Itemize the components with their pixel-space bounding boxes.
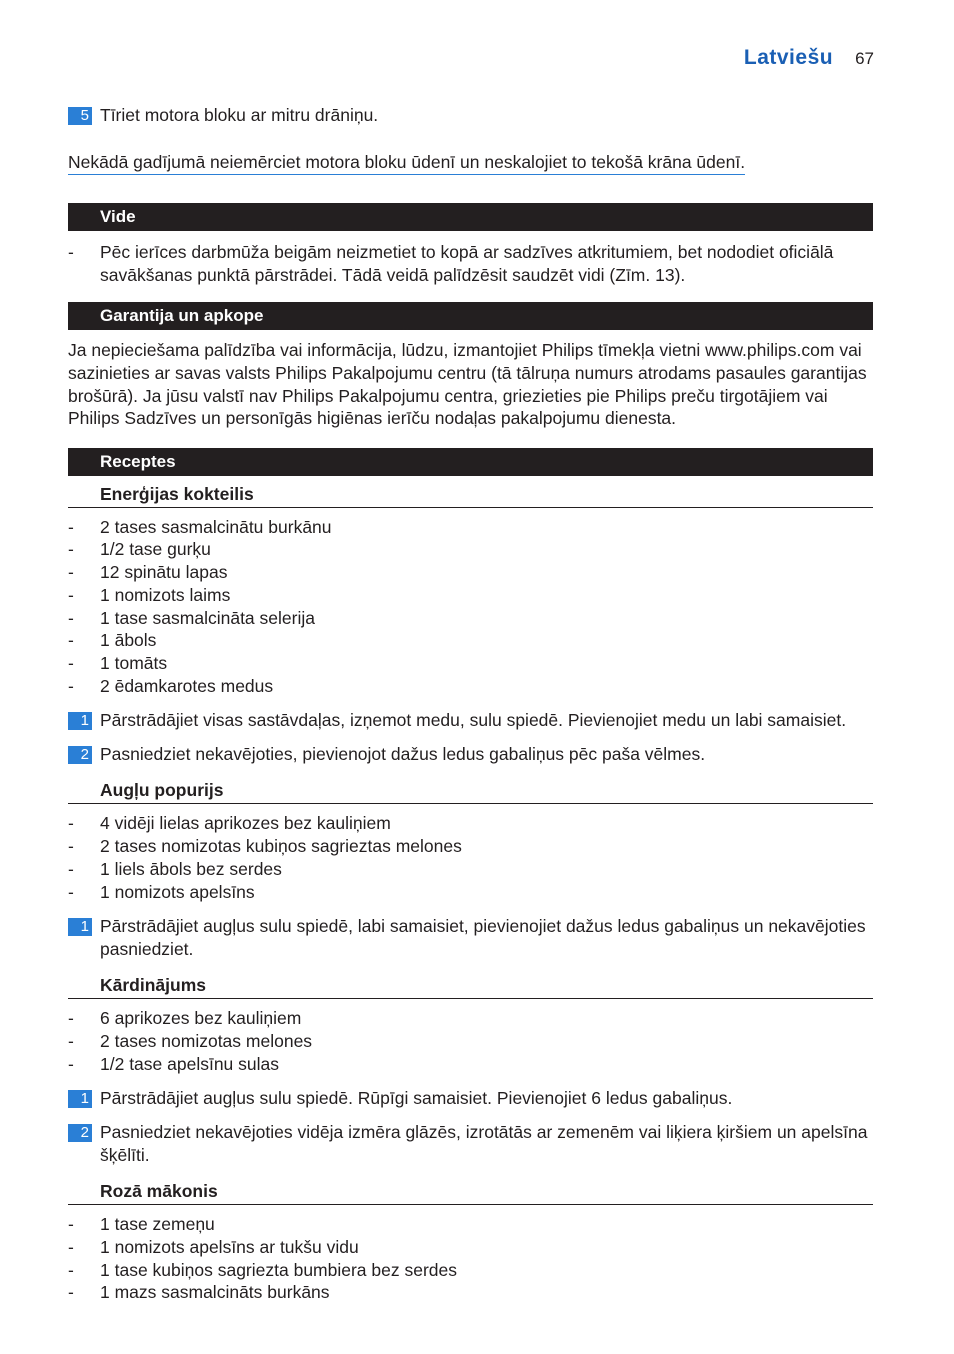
ingredient-item: - 4 vidēji lielas aprikozes bez kauliņiem [68, 812, 873, 835]
ingredient-item: - 6 aprikozes bez kauliņiem [68, 1007, 873, 1030]
ingredient-list [68, 1007, 873, 1075]
warning-note: Nekādā gadījumā neiemērciet motora bloku ūdenī un neskalojiet to tekošā krāna ūdenī. [68, 151, 745, 175]
page-content [68, 104, 873, 1304]
section-garantija-header: Garantija un apkope [68, 302, 873, 330]
step-text: Tīriet motora bloku ar mitru drāniņu. [100, 105, 379, 125]
ingredient-list [68, 812, 873, 903]
ingredient-item: - 1 nomizots apelsīns [68, 881, 873, 904]
recipe-step [68, 1121, 873, 1167]
step-number-badge: 1 [68, 1090, 92, 1108]
ingredient-item: - 1 tomāts [68, 652, 873, 675]
step-text: Pārstrādājiet augļus sulu spiedē. Rūpīgi samaisiet. Pievienojiet 6 ledus gabaliņus. [100, 1088, 733, 1109]
step-number-badge: 1 [68, 712, 92, 730]
ingredient-item: - 2 tases nomizotas melones [68, 1030, 873, 1053]
ingredient-item: - 1 mazs sasmalcināts burkāns [68, 1281, 873, 1304]
step-text: Pasniedziet nekavējoties, pievienojot dažus ledus gabaliņus pēc paša vēlmes. [100, 744, 706, 765]
step-text: Pārstrādājiet visas sastāvdaļas, izņemot medu, sulu spiedē. Pievienojiet medu un labi samaisiet. [100, 710, 847, 731]
ingredient-item: - 1 tase sasmalcināta selerija [68, 607, 873, 630]
recipe-title: Enerģijas kokteilis [68, 481, 873, 508]
recipe-title: Augļu popurijs [68, 777, 873, 804]
recipe-title: Rozā mākonis [68, 1178, 873, 1205]
recipe-step [68, 1087, 873, 1110]
ingredient-item: - 1/2 tase apelsīnu sulas [68, 1053, 873, 1076]
language-label: Latviešu [743, 46, 834, 69]
ingredient-item: - 2 ēdamkarotes medus [68, 675, 873, 698]
ingredient-item: - 2 tases sasmalcinātu burkānu [68, 516, 873, 539]
step-number-badge: 1 [68, 918, 92, 936]
ingredient-item: - 1 nomizots laims [68, 584, 873, 607]
ingredient-item: - 1 tase zemeņu [68, 1213, 873, 1236]
step-text: Pasniedziet nekavējoties vidēja izmēra glāzēs, izrotātās ar zemenēm vai liķiera ķiršiem un apelsīna šķēlīti. [100, 1122, 868, 1166]
page-header [744, 46, 874, 70]
vide-list [68, 241, 873, 286]
ingredient-item: - 1 nomizots apelsīns ar tukšu vidu [68, 1236, 873, 1259]
ingredient-list [68, 516, 873, 698]
step-text: Pārstrādājiet augļus sulu spiedē, labi samaisiet, pievienojiet dažus ledus gabaliņus un nekavējoties pasniedziet. [100, 916, 866, 960]
step-number-badge: 5 [68, 107, 92, 125]
ingredient-item: - 2 tases nomizotas kubiņos sagrieztas melones [68, 835, 873, 858]
vide-list-item: - Pēc ierīces darbmūža beigām neizmetiet to kopā ar sadzīves atkritumiem, bet nododiet oficiālā savākšanas punktā pārstrādei. Tādā veidā palīdzēsit saudzēt vidi (Zīm. 13). [68, 241, 873, 286]
garantija-text: Ja nepieciešama palīdzība vai informācija, lūdzu, izmantojiet Philips tīmekļa vietni www.philips.com vai sazinieties ar savas valsts Philips Pakalpojumu centru (tā tālruņa numurs atrodams pasaules garantijas brošūrā). Ja jūsu valstī nav Philips Pakalpojumu centra, griezieties pie Philips preču tirgotājiem vai Philips Sadzīves un personīgās higiēnas ierīču nodaļas pakalpojumu dienesta. [68, 340, 867, 429]
page-number: 67 [855, 49, 874, 68]
ingredient-item: - 1/2 tase gurķu [68, 538, 873, 561]
section-vide-header: Vide [68, 203, 873, 231]
recipe-title: Kārdinājums [68, 972, 873, 999]
cleaning-step [68, 104, 873, 127]
recipe-step [68, 915, 873, 961]
recipe-step [68, 743, 873, 766]
ingredient-item: - 12 spinātu lapas [68, 561, 873, 584]
section-receptes-header: Receptes [68, 448, 873, 476]
step-number-badge: 2 [68, 746, 92, 764]
ingredient-list [68, 1213, 873, 1304]
ingredient-item: - 1 liels ābols bez serdes [68, 858, 873, 881]
ingredient-item: - 1 ābols [68, 629, 873, 652]
ingredient-item: - 1 tase kubiņos sagriezta bumbiera bez serdes [68, 1259, 873, 1282]
step-number-badge: 2 [68, 1124, 92, 1142]
recipe-step [68, 709, 873, 732]
